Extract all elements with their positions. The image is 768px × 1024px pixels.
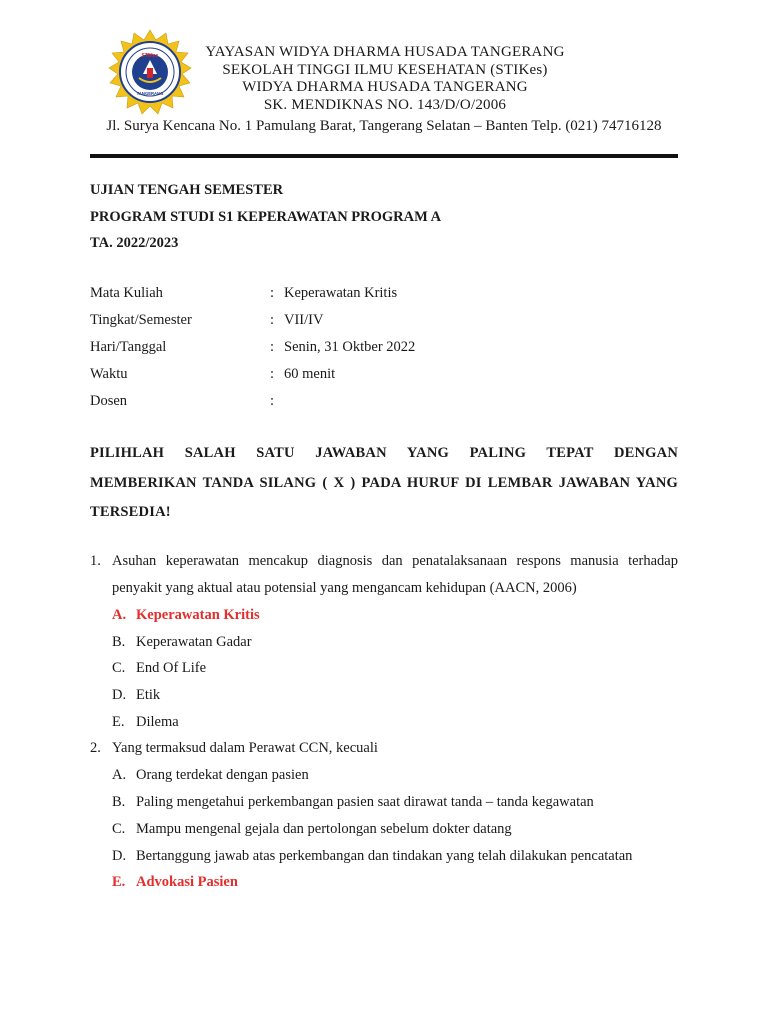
instruction-line: TERSEDIA! <box>90 504 171 520</box>
exam-program: PROGRAM STUDI S1 KEPERAWATAN PROGRAM A <box>90 208 442 225</box>
option-letter: C. <box>112 820 126 837</box>
info-row-level <box>90 308 650 335</box>
exam-heading <box>90 177 441 257</box>
option-d[interactable] <box>112 682 678 709</box>
question-text-line: penyakit yang aktual atau potensial yang mengancam kehidupan (AACN, 2006) <box>112 580 577 596</box>
option-letter: A. <box>112 607 127 623</box>
info-row-course <box>90 281 650 308</box>
info-label: Mata Kuliah <box>90 285 163 301</box>
question-1 <box>90 548 678 735</box>
option-letter: B. <box>112 633 126 650</box>
option-letter: C. <box>112 660 126 677</box>
option-letter: E. <box>112 713 125 730</box>
question-text-line: Asuhan keperawatan mencakup diagnosis dan penatalaksanaan respons manusia terhadap <box>112 553 678 569</box>
option-letter: A. <box>112 767 127 784</box>
option-text: Orang terdekat dengan pasien <box>136 767 309 784</box>
info-value: VII/IV <box>284 312 324 328</box>
option-e[interactable] <box>112 869 678 896</box>
letterhead-address: Jl. Surya Kencana No. 1 Pamulang Barat, Tangerang Selatan – Banten Telp. (021) 74716128 <box>106 118 662 134</box>
exam-title: UJIAN TENGAH SEMESTER <box>90 182 284 198</box>
info-value: Keperawatan Kritis <box>284 285 398 301</box>
question-number: 1. <box>90 553 101 569</box>
option-letter: D. <box>112 847 127 864</box>
exam-instruction <box>90 439 678 528</box>
course-info-table <box>90 281 650 416</box>
option-c[interactable] <box>112 655 678 682</box>
exam-year: TA. 2022/2023 <box>90 235 179 251</box>
option-text: End Of Life <box>136 660 207 677</box>
instruction-line: MEMBERIKAN TANDA SILANG ( X ) PADA HURUF DI LEMBAR JAWABAN YANG <box>90 474 678 491</box>
info-label: Hari/Tanggal <box>90 339 167 355</box>
question-number: 2. <box>90 740 101 757</box>
option-text: Paling mengetahui perkembangan pasien saat dirawat tanda – tanda kegawatan <box>136 794 594 811</box>
letterhead <box>170 44 600 114</box>
seal-top-text: STIKes <box>141 53 159 59</box>
info-label: Tingkat/Semester <box>90 312 192 328</box>
letterhead-institution: WIDYA DHARMA HUSADA TANGERANG <box>242 79 528 95</box>
info-colon: : <box>270 312 275 328</box>
letterhead-school: SEKOLAH TINGGI ILMU KESEHATAN (STIKes) <box>222 61 548 78</box>
question-list <box>90 548 678 896</box>
option-text: Keperawatan Gadar <box>136 633 252 650</box>
option-c[interactable] <box>112 816 678 843</box>
info-row-lecturer <box>90 389 650 416</box>
info-value: 60 menit <box>284 366 336 382</box>
info-label: Waktu <box>90 366 128 382</box>
letterhead-foundation: YAYASAN WIDYA DHARMA HUSADA TANGERANG <box>205 44 565 60</box>
option-e[interactable] <box>112 709 678 736</box>
info-value: Senin, 31 Oktber 2022 <box>284 339 416 355</box>
seal-bottom-text: TANGERANG <box>136 91 164 96</box>
option-text: Etik <box>136 687 161 704</box>
question-2 <box>90 735 678 895</box>
option-letter: B. <box>112 794 126 811</box>
option-d[interactable] <box>112 843 678 870</box>
option-a[interactable] <box>112 602 678 629</box>
info-label: Dosen <box>90 393 128 409</box>
instruction-line: PILIHLAH SALAH SATU JAWABAN YANG PALING TEPAT DENGAN <box>90 445 678 461</box>
info-row-duration <box>90 362 650 389</box>
option-text: Advokasi Pasien <box>136 874 238 891</box>
option-b[interactable] <box>112 789 678 816</box>
option-text: Keperawatan Kritis <box>136 607 260 623</box>
info-row-date <box>90 335 650 362</box>
option-a[interactable] <box>112 762 678 789</box>
option-text: Mampu mengenal gejala dan pertolongan sebelum dokter datang <box>136 820 512 837</box>
info-colon: : <box>270 339 275 355</box>
question-text <box>112 735 678 762</box>
letterhead-decree: SK. MENDIKNAS NO. 143/D/O/2006 <box>263 96 507 113</box>
option-letter: E. <box>112 874 126 891</box>
option-b[interactable] <box>112 629 678 656</box>
option-text: Dilema <box>136 713 179 730</box>
option-list <box>112 602 678 735</box>
option-text: Bertanggung jawab atas perkembangan dan tindakan yang telah dilakukan pencatatan <box>136 847 633 864</box>
info-colon: : <box>270 285 275 301</box>
question-text <box>112 548 678 602</box>
option-list <box>112 762 678 895</box>
option-letter: D. <box>112 687 127 704</box>
letterhead-divider <box>90 154 678 158</box>
info-colon: : <box>270 393 275 409</box>
info-colon: : <box>270 366 275 382</box>
question-text-line: Yang termaksud dalam Perawat CCN, kecuali <box>112 740 378 757</box>
